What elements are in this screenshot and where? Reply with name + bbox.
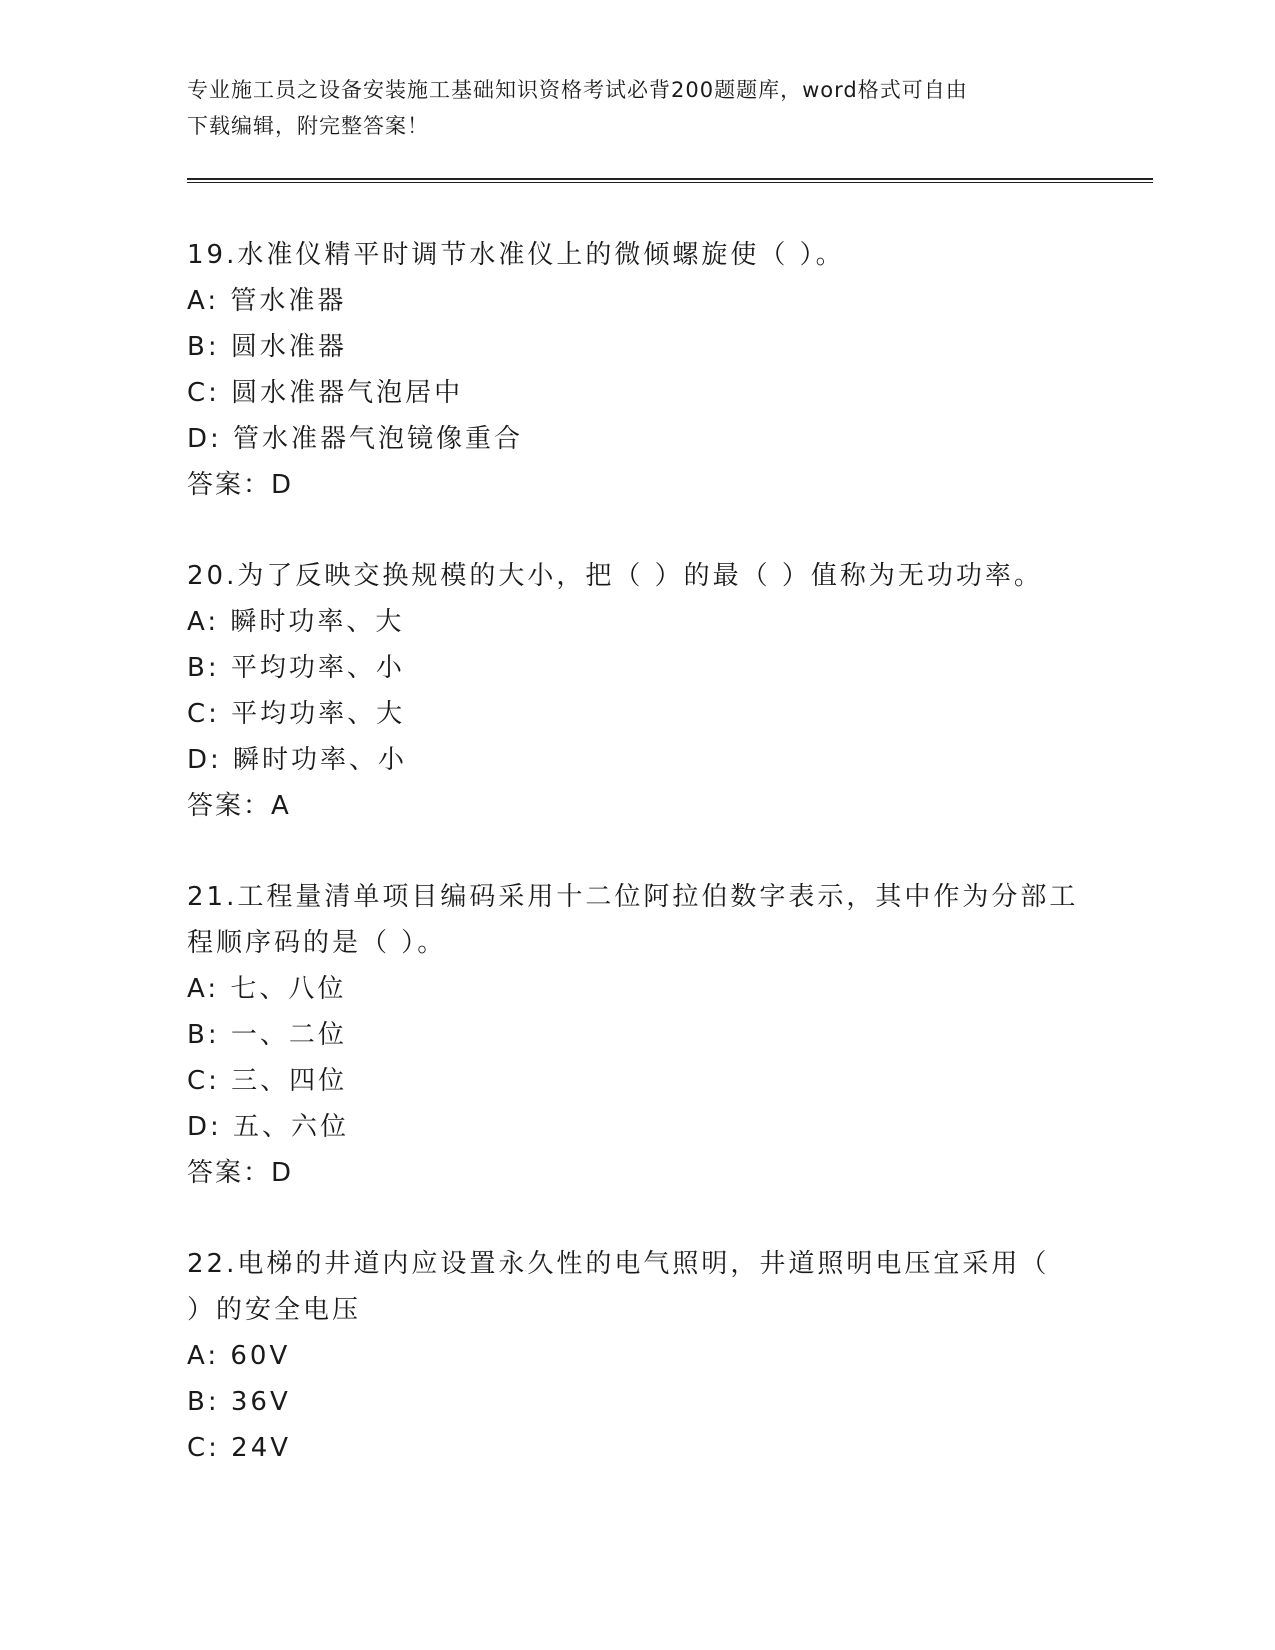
question-stem: 21.工程量清单项目编码采用十二位阿拉伯数字表示，其中作为分部工	[187, 882, 1079, 912]
header-line-1: 专业施工员之设备安装施工基础知识资格考试必背200题题库，word格式可自由	[187, 78, 968, 102]
option-c: C: 24V	[187, 1433, 292, 1463]
answer: 答案：A	[187, 791, 291, 821]
question-stem-continued: ）的安全电压	[187, 1295, 362, 1325]
option-a: A: 60V	[187, 1341, 291, 1371]
option-a: A: 七、八位	[187, 974, 347, 1004]
question-spacer	[187, 829, 1087, 874]
question-spacer	[187, 508, 1087, 553]
option-b: B: 36V	[187, 1387, 291, 1417]
option-b: B: 一、二位	[187, 1020, 347, 1050]
option-a: A: 瞬时功率、大	[187, 607, 405, 637]
question-stem: 20.为了反映交换规模的大小，把（ ）的最（ ）值称为无功功率。	[187, 561, 1043, 591]
option-c: C: 三、四位	[187, 1066, 348, 1096]
question-list	[187, 232, 1087, 1471]
option-b: B: 平均功率、小	[187, 653, 405, 683]
question-stem-continued: 程顺序码的是（ ）。	[187, 928, 447, 958]
header-divider-thin	[187, 182, 1153, 183]
header-divider	[187, 178, 1153, 180]
page-header	[187, 72, 1087, 144]
option-a: A: 管水准器	[187, 286, 347, 316]
option-c: C: 圆水准器气泡居中	[187, 378, 464, 408]
option-c: C: 平均功率、大	[187, 699, 406, 729]
answer: 答案：D	[187, 1158, 294, 1188]
option-d: D: 瞬时功率、小	[187, 745, 408, 775]
question-20	[187, 553, 1087, 829]
question-21	[187, 874, 1087, 1196]
question-19	[187, 232, 1087, 508]
question-stem: 19.水准仪精平时调节水准仪上的微倾螺旋使（ ）。	[187, 240, 845, 270]
question-stem: 22.电梯的井道内应设置永久性的电气照明，井道照明电压宜采用（	[187, 1249, 1050, 1279]
option-d: D: 五、六位	[187, 1112, 350, 1142]
answer: 答案：D	[187, 470, 294, 500]
header-line-2: 下载编辑，附完整答案！	[187, 114, 429, 138]
question-spacer	[187, 1196, 1087, 1241]
option-b: B: 圆水准器	[187, 332, 347, 362]
question-22	[187, 1241, 1087, 1471]
option-d: D: 管水准器气泡镜像重合	[187, 424, 524, 454]
